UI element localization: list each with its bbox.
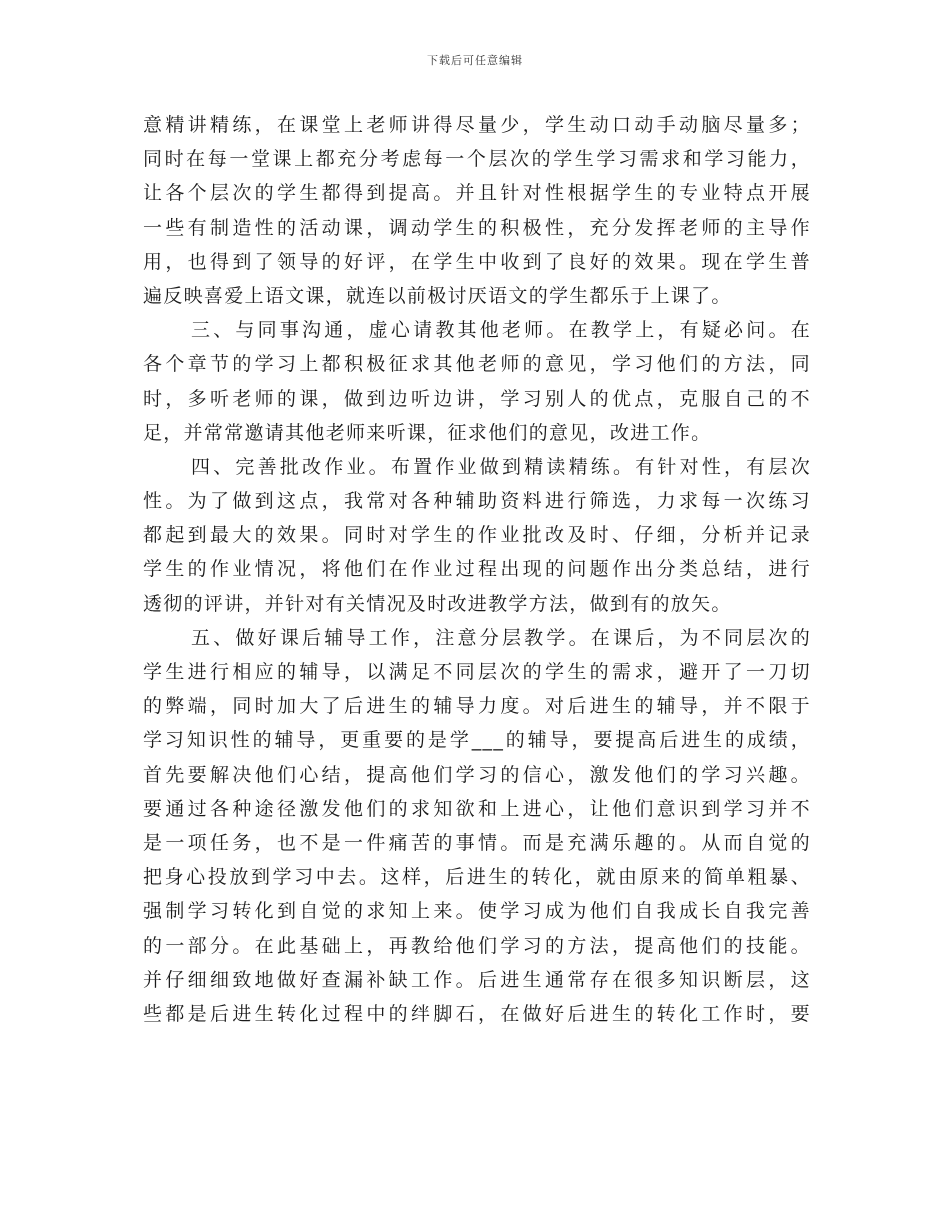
text-line: 是一项任务，也不是一件痛苦的事情。而是充满乐趣的。从而自觉的 bbox=[143, 831, 811, 854]
text-line: 性。为了做到这点，我常对各种辅助资料进行筛选，力求每一次练习 bbox=[143, 490, 811, 513]
page-header: 下载后可任意编辑 bbox=[427, 54, 523, 67]
text-line: 要通过各种途径激发他们的求知欲和上进心，让他们意识到学习并不 bbox=[143, 797, 811, 820]
text-line: 时，多听老师的课，做到边听边讲，学习别人的优点，克服自己的不 bbox=[143, 387, 811, 410]
text-line: 用，也得到了领导的好评，在学生中收到了良好的效果。现在学生普 bbox=[143, 250, 811, 273]
paragraph-first-line: 五、做好课后辅导工作，注意分层教学。在课后，为不同层次的 bbox=[191, 626, 811, 649]
text-line: 各个章节的学习上都积极征求其他老师的意见，学习他们的方法，同 bbox=[143, 353, 811, 376]
paragraph-first-line: 四、完善批改作业。布置作业做到精读精练。有针对性，有层次 bbox=[191, 455, 811, 478]
text-line: 意精讲精练，在课堂上老师讲得尽量少，学生动口动手动脑尽量多； bbox=[143, 114, 811, 136]
paragraph-end-line: 足，并常常邀请其他老师来听课，征求他们的意见，改进工作。 bbox=[143, 421, 712, 444]
text-line: 都起到最大的效果。同时对学生的作业批改及时、仔细，分析并记录 bbox=[143, 524, 811, 547]
text-line: 把身心投放到学习中去。这样，后进生的转化，就由原来的简单粗暴、 bbox=[143, 866, 811, 889]
text-line: 学习知识性的辅导，更重要的是学___的辅导，要提高后进生的成绩， bbox=[143, 729, 811, 752]
paragraph-end-line: 透彻的评讲，并针对有关情况及时改进教学方法，做到有的放矢。 bbox=[143, 592, 732, 615]
paragraph-end-line: 遍反映喜爱上语文课，就连以前极讨厌语文的学生都乐于上课了。 bbox=[143, 284, 732, 307]
text-line: 的弊端，同时加大了后进生的辅导力度。对后进生的辅导，并不限于 bbox=[143, 695, 811, 718]
text-line: 首先要解决他们心结，提高他们学习的信心，激发他们的学习兴趣。 bbox=[143, 763, 811, 786]
text-line: 让各个层次的学生都得到提高。并且针对性根据学生的专业特点开展 bbox=[143, 182, 811, 205]
text-line: 些都是后进生转化过程中的绊脚石，在做好后进生的转化工作时，要 bbox=[143, 1002, 811, 1025]
text-line: 学生的作业情况，将他们在作业过程出现的问题作出分类总结，进行 bbox=[143, 558, 811, 581]
text-line: 同时在每一堂课上都充分考虑每一个层次的学生学习需求和学习能力， bbox=[143, 148, 811, 171]
text-line: 强制学习转化到自觉的求知上来。使学习成为他们自我成长自我完善 bbox=[143, 900, 811, 923]
paragraph-first-line: 三、与同事沟通，虚心请教其他老师。在教学上，有疑必问。在 bbox=[191, 319, 811, 342]
text-line: 学生进行相应的辅导，以满足不同层次的学生的需求，避开了一刀切 bbox=[143, 661, 811, 683]
text-line: 并仔细细致地做好查漏补缺工作。后进生通常存在很多知识断层，这 bbox=[143, 968, 811, 991]
text-line: 的一部分。在此基础上，再教给他们学习的方法，提高他们的技能。 bbox=[143, 934, 811, 957]
text-line: 一些有制造性的活动课，调动学生的积极性，充分发挥老师的主导作 bbox=[143, 216, 811, 239]
document-body bbox=[143, 108, 811, 1031]
